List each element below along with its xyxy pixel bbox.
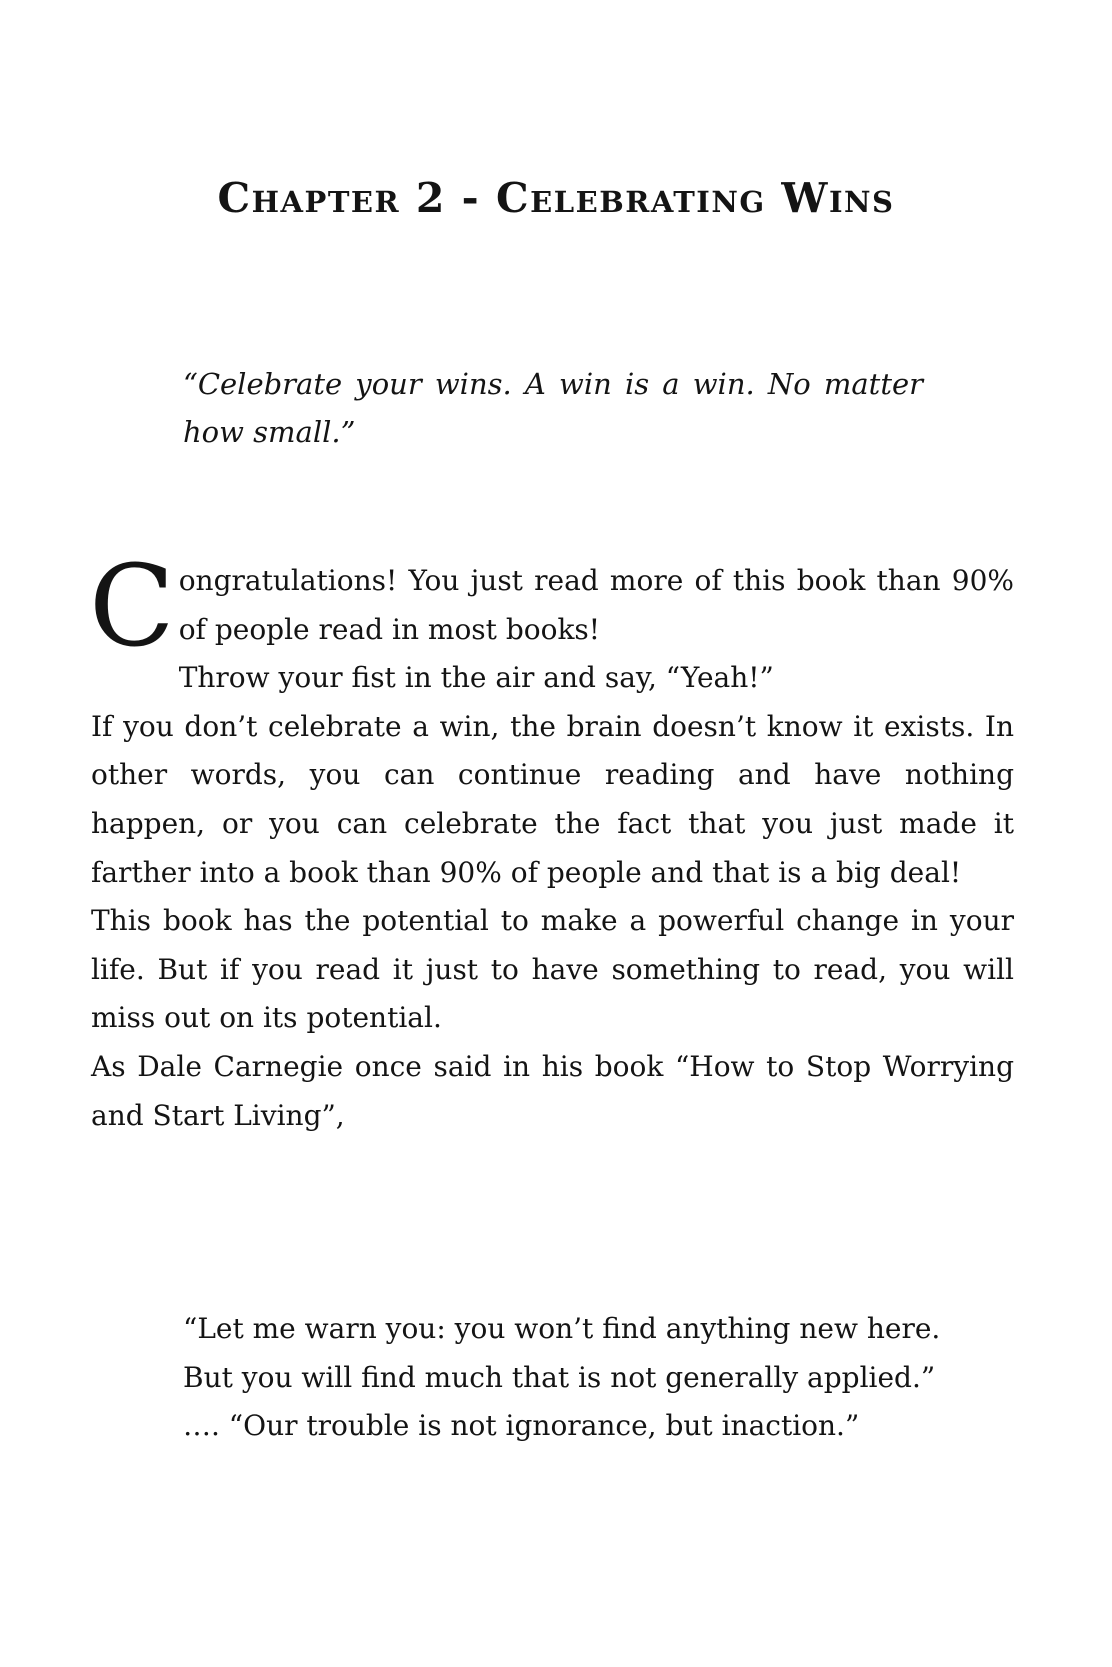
quote-line: But you will find much that is not generally applied.” [183,1360,936,1394]
carnegie-quote [183,1305,943,1451]
drop-cap-letter: C [89,542,175,672]
body-paragraph: If you don’t celebrate a win, the brain doesn’t know it exists. In other words, you can continue reading and have nothing happen, or you can celebrate the fact that you just made it farther into a book than 90% of people and that is a big deal! [91,709,1014,889]
body-paragraph: Throw your fist in the air and say, “Yeah!” [178,661,774,695]
opening-paragraph [89,542,1014,672]
chapter-body [89,542,1014,1140]
chapter-title: Chapter 2 - Celebrating Wins [217,174,895,222]
quote-line: …. “Our trouble is not ignorance, but inaction.” [183,1409,860,1443]
body-paragraph: This book has the potential to make a powerful change in your life. But if you read it just to have something to read, you will miss out on its potential. [91,904,1014,1035]
body-paragraph: As Dale Carnegie once said in his book “How to Stop Worrying and Start Living”, [91,1049,1014,1132]
epigraph-quote: “Celebrate your wins. A win is a win. No matter how small.” [183,367,923,449]
opening-paragraph-text: ongratulations! You just read more of this book than 90% of people read in most books! [178,564,1014,646]
quote-line: “Let me warn you: you won’t find anything new here. [183,1312,941,1345]
